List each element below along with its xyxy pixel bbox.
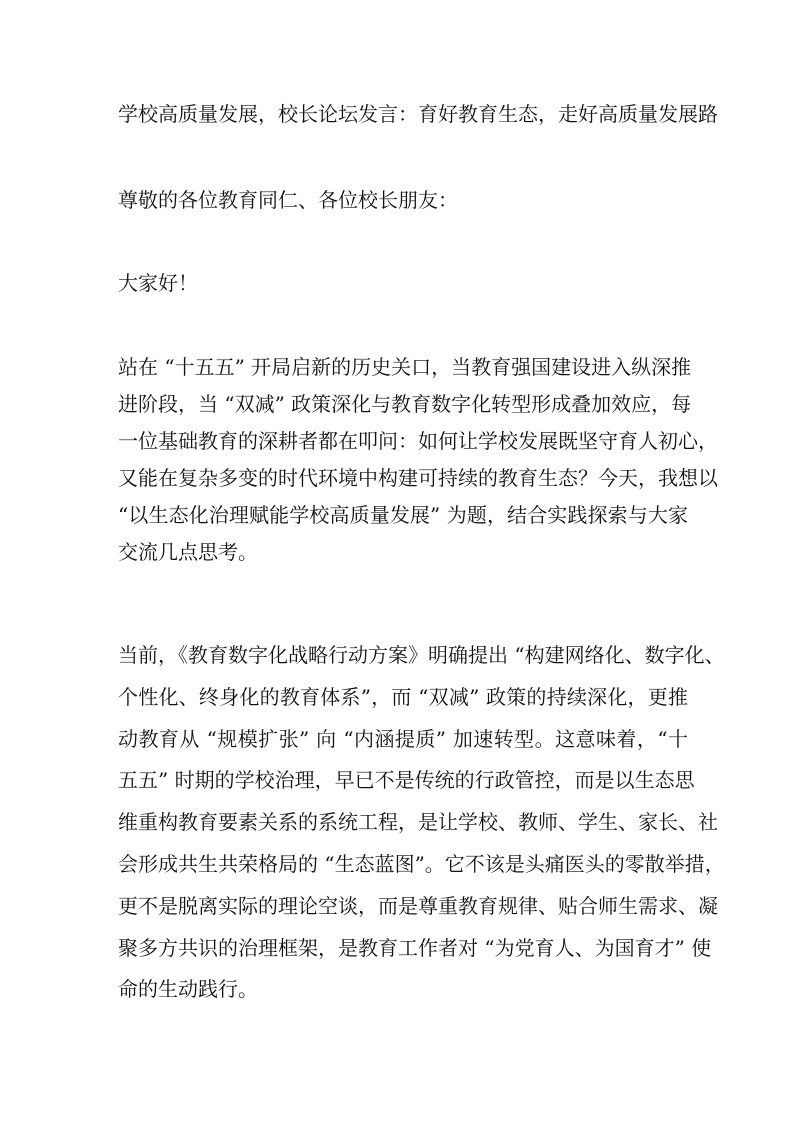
paragraph-line: 更不是脱离实际的理论空谈，而是尊重教育规律、贴合师生需求、凝 xyxy=(118,893,718,918)
paragraph-line: 又能在复杂多变的时代环境中构建可持续的教育生态？今天，我想以 xyxy=(118,466,718,490)
paragraph-line: 站在 “十五五” 开局启新的历史关口，当教育强国建设进入纵深推 xyxy=(118,355,692,379)
salutation xyxy=(118,190,688,210)
paragraph-line: 交流几点思考。 xyxy=(118,540,258,564)
paragraph-line: 会形成共生共荣格局的 “生态蓝图”。它不该是头痛医头的零散举措， xyxy=(118,851,725,876)
paragraph-line: 进阶段，当 “双减” 政策深化与教育数字化转型形成叠加效应，每 xyxy=(118,392,692,416)
paragraph-line: 五五” 时期的学校治理，早已不是传统的行政管控，而是以生态思 xyxy=(118,768,695,793)
paragraph-1 xyxy=(118,355,718,579)
greeting-text: 大家好！ xyxy=(118,271,198,295)
paragraph-line: “以生态化治理赋能学校高质量发展” 为题，结合实践探索与大家 xyxy=(118,503,688,527)
paragraph-line: 个性化、终身化的教育体系”，而 “双减” 政策的持续深化，更推 xyxy=(118,684,688,709)
paragraph-2 xyxy=(118,643,725,1021)
paragraph-line: 动教育从 “规模扩张” 向 “内涵提质” 加速转型。这意味着，“十 xyxy=(118,726,688,751)
salutation-text: 尊敬的各位教育同仁、各位校长朋友： xyxy=(118,188,458,212)
document-title xyxy=(118,102,718,126)
paragraph-line: 一位基础教育的深耕者都在叩问：如何让学校发展既坚守育人初心， xyxy=(118,429,718,453)
title-text: 学校高质量发展，校长论坛发言：育好教育生态，走好高质量发展路 xyxy=(118,102,718,126)
greeting xyxy=(118,273,688,293)
paragraph-line: 聚多方共识的治理框架，是教育工作者对 “为党育人、为国育才” 使 xyxy=(118,935,712,960)
paragraph-line: 当前，《教育数字化战略行动方案》明确提出 “构建网络化、数字化、 xyxy=(118,643,725,667)
paragraph-line: 维重构教育要素关系的系统工程，是让学校、教师、学生、家长、社 xyxy=(118,810,718,835)
paragraph-line: 命的生动践行。 xyxy=(118,977,258,1002)
